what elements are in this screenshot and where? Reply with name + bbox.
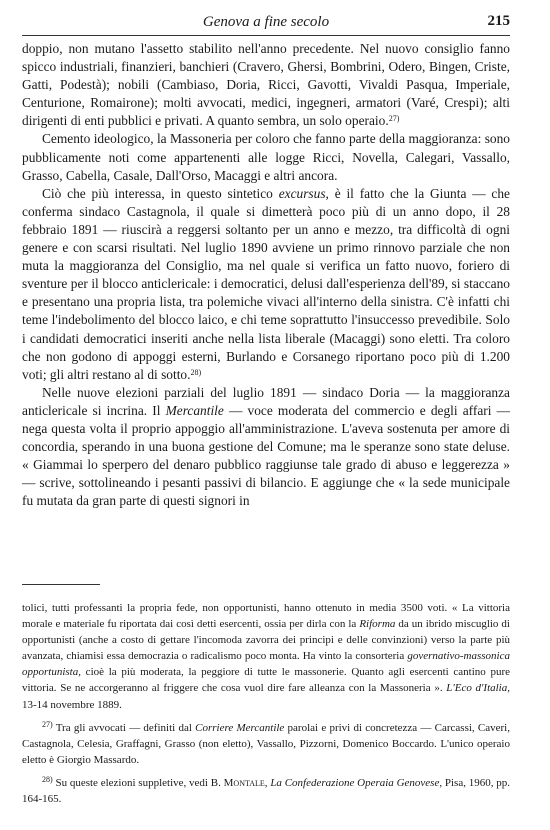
fn-cont-b: da un ibrido miscuglio di opportunisti (anche a costo di gettare l'incomoda zavorra dei principi e delle convinzioni) verso la parte più avanzata, chiamisi essa democrazia o radicalismo poco monta. Ha vinto la consorteria [22, 618, 510, 663]
paragraph-4-text-a: Nelle nuove elezioni parziali del luglio 1891 — sindaco Doria — la maggioranza anticlericale si incrina. Il [22, 384, 510, 418]
running-header [22, 13, 510, 36]
fn27-em: Corriere Mercantile [195, 721, 285, 734]
fn27-b: parolai e privi di concretezza — Carcassi, Caveri, Castagnola, Celesia, Graffagni, Grasso (non eletto), Vassallo, Pizzorni, Domenico Boccardo. L'unico operaio eletto è Giorgio Massardo. [22, 721, 510, 766]
fn-cont-em3: L'Eco d'Italia [446, 682, 508, 695]
running-title: Genova a fine secolo [202, 14, 330, 30]
fn-cont-em2: governativo-massonica opportunista [22, 650, 510, 679]
paragraph-4-italic: Mercantile [165, 402, 224, 418]
paragraph-3-text-b: , è il fatto che la Giunta — che conferma sindaco Castagnola, il quale si dimetterà poco più di un anno dopo, il 28 febbraio 1891 — riuscirà a reggersi soltanto per un anno e mezzo, tra difficoltà di ogni genere e con scarsi risultati. Nel luglio 1890 avviene un primo rinnovo parziale che non muta la maggioranza del Consiglio, ma nel quale si verifica un fatto nuovo, foriero di sventure per il blocco anticlericale: i democratici, delusi dall'esperienza dell'89, si staccano e presentano una propria lista, tra polemiche vivaci all'interno della sinistra. C'è infatti chi teme l'indebolimento del blocco laico, e chi teme soprattutto l'insuccesso prevedibile. Solo i candidati democratici inseriti anche nella lista liberale (Macaggi) sono eletti. Tra coloro che non godono di appoggi esterni, Burlando e Corsanego riportano poco più di 1.200 voti; gli altri restano al di sotto. [22, 185, 510, 382]
fn-cont-d: , 13-14 novembre 1889. [22, 682, 510, 711]
main-text [22, 40, 510, 510]
paragraph-4 [22, 384, 510, 511]
paragraph-3-italic: excursus [278, 185, 326, 201]
fn28-em: La Confederazione Operaia Genovese [270, 776, 440, 789]
footnote-ref-28: 28) [190, 367, 202, 377]
paragraph-3 [22, 185, 510, 384]
fn-cont-c: , cioè la più moderata, la peggiore di tutte le massonerie. Quanto agli esercenti cantino pure vittoria. Se ne accorgeranno al friggere che cosa vuol dire fare alleanza con la Massoneria ». [22, 666, 510, 695]
footnotes [22, 600, 510, 807]
footnote-28-number: 28) [42, 774, 53, 784]
footnote-28 [22, 775, 510, 807]
footnote-27-number: 27) [42, 719, 53, 729]
fn28-author: Montale [223, 776, 265, 789]
paragraph-2: Cemento ideologico, la Massoneria per coloro che fanno parte della maggioranza: sono pubblicamente noti come appartenenti alle logge Ricci, Novella, Calegari, Vassallo, Grasso, Cabella, Casale, Dall'Orso, Macaggi e altri ancora. [22, 131, 510, 183]
fn28-c: , Pisa, 1960, pp. 164-165. [22, 776, 511, 806]
paragraph-3-text-a: Ciò che più interessa, in questo sintetico [42, 185, 279, 201]
fn27-a: Tra gli avvocati — definiti dal [52, 721, 196, 734]
footnote-continuation [22, 600, 510, 713]
paragraph-1-text: doppio, non mutano l'assetto stabilito nell'anno precedente. Nel nuovo consiglio fanno spicco industriali, finanzieri, banchieri (Cravero, Ghersi, Bombrini, Odero, Bingen, Criste, Gatti, Podestà); nobili (Cambiaso, Doria, Ricci, Gavotti, Vivaldi Pasqua, Imperiale, Centurione, Romairone); molti avvocati, medici, ingegneri, armatori (Varé, Crespi); alti dirigenti di enti pubblici e privati. A quanto sembra, un solo operaio. [22, 41, 510, 129]
fn-cont-em1: Riforma [359, 618, 396, 631]
footnote-separator [22, 584, 100, 585]
footnote-ref-27: 27) [388, 114, 400, 124]
paragraph-4-text-b: — voce moderata del commercio e degli affari — nega questa volta il proprio appoggio all'amministrazione. L'aveva sostenuta per amore di concordia, sperando in una buona gestione del Comune; ma le speranze sono state deluse. « Giammai lo sperpero del denaro pubblico raggiunse tale grado di abuso e leggerezza » — scrive, sottolineando i pesanti passivi di bilancio. E aggiunge che « la sede municipale fu mutata da gran parte di questi signori in [22, 402, 510, 509]
fn28-a: Su queste elezioni suppletive, vedi B. [52, 776, 224, 789]
footnote-27 [22, 720, 510, 768]
fn28-b: , [264, 776, 271, 789]
fn-cont-a: tolici, tutti professanti la propria fede, non opportunisti, hanno ottenuto in media 3500 voti. « La vittoria morale e materiale fu riportata dai così detti esercenti, ossia per dirla con la [22, 602, 510, 631]
page-number: 215 [487, 13, 510, 29]
paragraph-1 [22, 40, 510, 130]
